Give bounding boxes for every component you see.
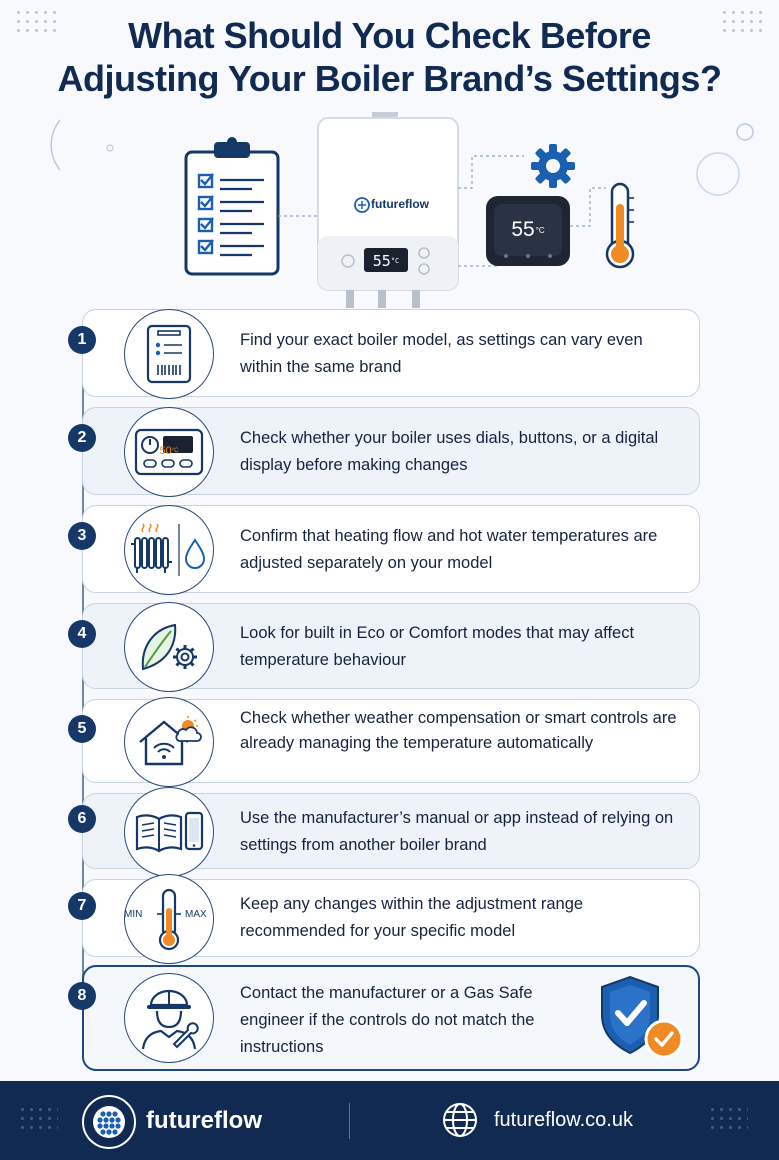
step-text: Find your exact boiler model, as settings can vary even within the same brand <box>240 331 643 376</box>
step-number: 1 <box>68 326 96 354</box>
step-text: Use the manufacturer’s manual or app instead of relying on settings from another boiler brand <box>240 809 674 854</box>
footer-dots <box>708 1105 748 1135</box>
footer-dots <box>18 1105 58 1135</box>
brand-logo-icon <box>82 1095 136 1149</box>
checklist-icon <box>186 137 278 274</box>
step-text: Check whether weather compensation or smart controls are already managing the temperature automatically <box>240 709 677 752</box>
step-4 <box>77 603 700 689</box>
max-label: MAX <box>185 909 207 920</box>
radiator-water-icon <box>124 505 214 595</box>
title-line-2: Adjusting Your Boiler Brand’s Settings? <box>57 58 722 99</box>
footer-brand-name: futureflow <box>146 1107 262 1134</box>
leaf-gear-icon <box>124 602 214 692</box>
step-number: 8 <box>68 982 96 1010</box>
footer <box>0 1081 779 1160</box>
boiler-label-icon <box>124 309 214 399</box>
step-7 <box>77 879 700 957</box>
boiler-display-value: 55 <box>372 252 391 270</box>
safety-shield-icon <box>592 971 692 1063</box>
step-number: 5 <box>68 715 96 743</box>
control-panel-display-unit: °C <box>171 447 179 454</box>
step-number: 7 <box>68 892 96 920</box>
step-text: Look for built in Eco or Comfort modes that may affect temperature behaviour <box>240 624 635 669</box>
step-number: 3 <box>68 522 96 550</box>
boiler-display-unit: °C <box>390 257 400 265</box>
title-line-1: What Should You Check Before <box>128 15 651 56</box>
step-text: Check whether your boiler uses dials, buttons, or a digital display before making changes <box>240 429 659 474</box>
gear-icon <box>531 144 575 188</box>
step-1 <box>77 309 700 397</box>
step-6 <box>77 793 700 869</box>
globe-icon <box>441 1101 479 1139</box>
footer-website-link[interactable]: futureflow.co.uk <box>494 1109 633 1131</box>
boiler-display <box>364 250 408 272</box>
step-number: 4 <box>68 620 96 648</box>
boiler-brand-label: futureflow <box>371 197 429 211</box>
thermostat-display-value: 55 <box>511 218 535 241</box>
step-8 <box>77 965 700 1071</box>
control-panel-display-value: 50 <box>159 444 172 457</box>
step-number: 2 <box>68 424 96 452</box>
page-title <box>0 14 779 100</box>
footer-divider <box>349 1103 350 1139</box>
step-text: Keep any changes within the adjustment range recommended for your specific model <box>240 895 584 940</box>
step-text: Contact the manufacturer or a Gas Safe engineer if the controls do not match the instructions <box>240 984 535 1056</box>
min-label: MIN <box>124 909 143 920</box>
smart-home-icon <box>124 697 214 787</box>
thermometer-icon <box>607 184 634 267</box>
control-panel-display <box>154 442 184 459</box>
engineer-icon <box>124 973 214 1063</box>
step-3 <box>77 505 700 593</box>
manual-phone-icon <box>124 787 214 877</box>
thermostat-display-unit: °C <box>535 225 545 235</box>
step-text: Confirm that heating flow and hot water temperatures are adjusted separately on your model <box>240 527 658 572</box>
step-number: 6 <box>68 805 96 833</box>
thermostat-display <box>494 204 562 256</box>
step-2 <box>77 407 700 495</box>
step-5 <box>77 699 700 783</box>
